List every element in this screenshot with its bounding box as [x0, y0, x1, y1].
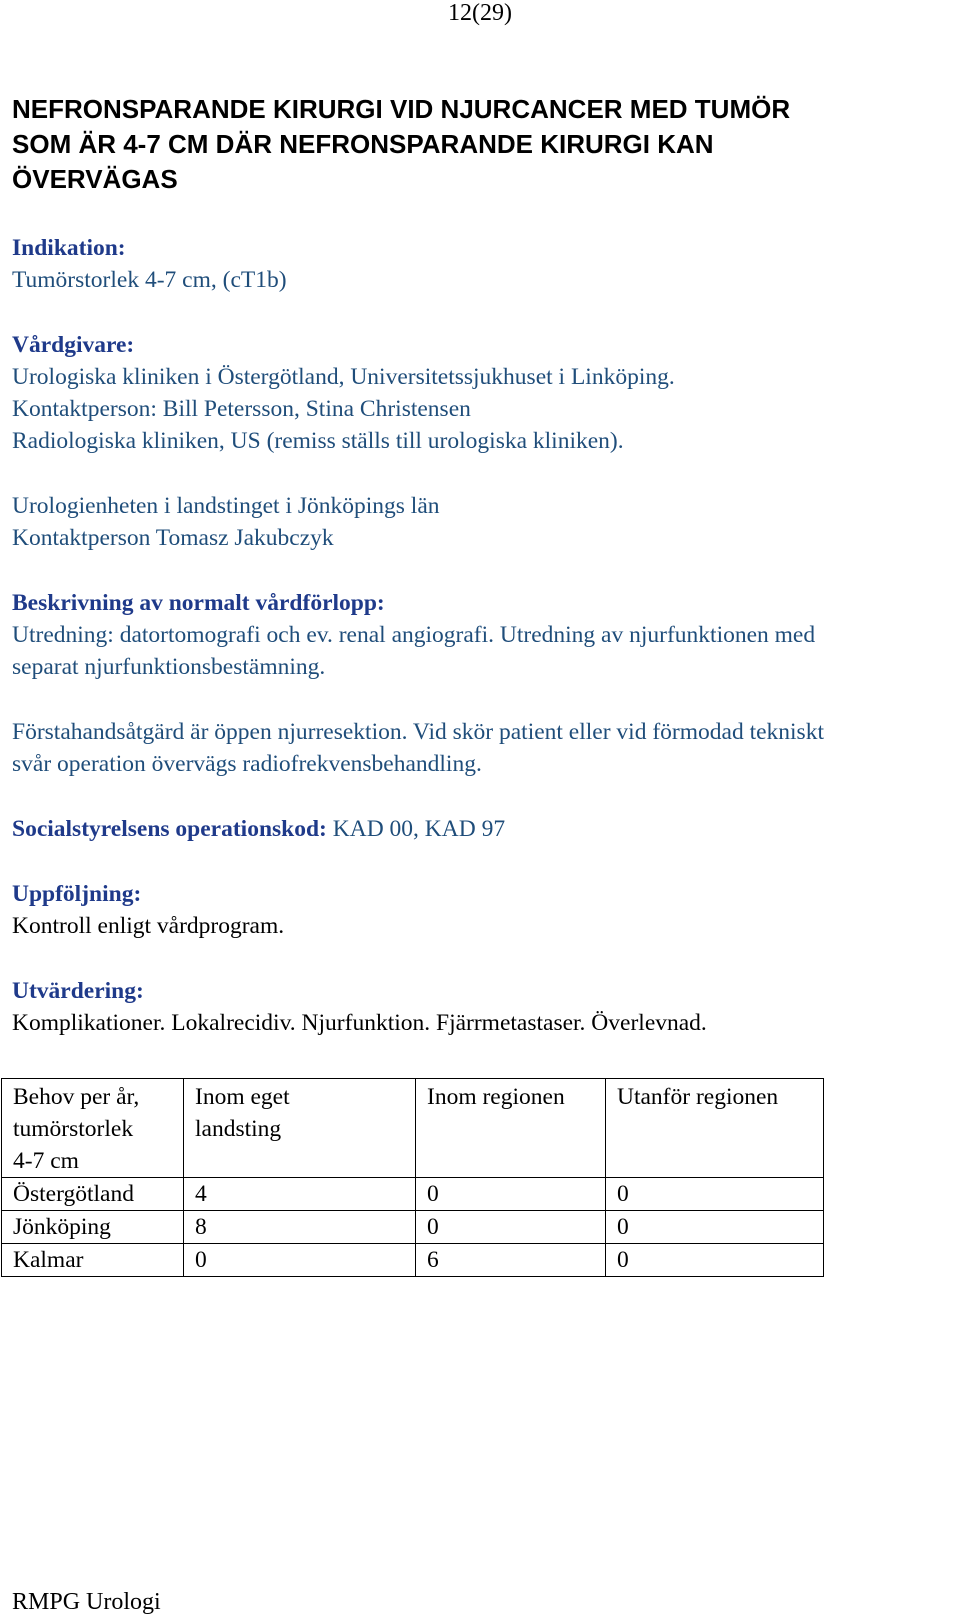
table-cell-region: Jönköping — [2, 1211, 184, 1244]
section-text: Urologiska kliniken i Östergötland, Universitetssjukhuset i Linköping. — [12, 364, 675, 390]
table-cell-region: Kalmar — [2, 1244, 184, 1277]
section-jonkoping — [12, 490, 947, 554]
header-line: 4-7 cm — [13, 1148, 79, 1174]
title-line: ÖVERVÄGAS — [12, 164, 178, 194]
table-header-cell — [184, 1079, 416, 1178]
section-text: Förstahandsåtgärd är öppen njurresektion. Vid skör patient eller vid förmodad tekniskt — [12, 719, 824, 745]
section-atgard — [12, 716, 947, 780]
header-line: Behov per år, — [13, 1084, 140, 1110]
section-heading: Vårdgivare: — [12, 332, 135, 358]
table-cell: 8 — [184, 1211, 416, 1244]
table-cell: 0 — [416, 1178, 606, 1211]
table-header-cell — [2, 1079, 184, 1178]
table-cell: 6 — [416, 1244, 606, 1277]
footer-text: RMPG Urologi — [12, 1589, 161, 1615]
table-cell: 0 — [606, 1244, 824, 1277]
section-text: svår operation övervägs radiofrekvensbehandling. — [12, 751, 482, 777]
section-heading: Indikation: — [12, 235, 126, 261]
section-text: Kontroll enligt vårdprogram. — [12, 913, 285, 939]
table-header-cell — [606, 1079, 824, 1178]
table-cell-region: Östergötland — [2, 1178, 184, 1211]
table-cell: 4 — [184, 1178, 416, 1211]
header-line: Inom eget — [195, 1084, 290, 1110]
section-text: Radiologiska kliniken, US (remiss ställs till urologiska kliniken). — [12, 428, 624, 454]
section-text: Komplikationer. Lokalrecidiv. Njurfunktion. Fjärrmetastaser. Överlevnad. — [12, 1010, 707, 1036]
document-body — [12, 232, 947, 1072]
section-indikation — [12, 232, 947, 296]
section-vardgivare — [12, 329, 947, 457]
section-uppfoljning — [12, 878, 947, 942]
header-line: landsting — [195, 1116, 282, 1142]
section-heading: Beskrivning av normalt vårdförlopp: — [12, 590, 385, 616]
section-text — [12, 813, 947, 845]
section-heading: Uppföljning: — [12, 881, 142, 907]
section-text: Kontaktperson Tomasz Jakubczyk — [12, 525, 334, 551]
table-cell: 0 — [416, 1211, 606, 1244]
section-operationskod — [12, 813, 947, 845]
section-text: Utredning: datortomografi och ev. renal angiografi. Utredning av njurfunktionen med — [12, 622, 816, 648]
section-heading: Utvärdering: — [12, 978, 144, 1004]
title-line: SOM ÄR 4-7 CM DÄR NEFRONSPARANDE KIRURGI KAN — [12, 129, 714, 159]
section-utvardering — [12, 975, 947, 1039]
section-beskrivning — [12, 587, 947, 683]
document-title — [12, 92, 932, 197]
demand-table — [1, 1078, 824, 1277]
table-row — [2, 1244, 824, 1277]
table-row — [2, 1178, 824, 1211]
section-text: Tumörstorlek 4-7 cm, (cT1b) — [12, 267, 287, 293]
header-line: tumörstorlek — [13, 1116, 134, 1142]
section-text: Kontaktperson: Bill Petersson, Stina Christensen — [12, 396, 471, 422]
table-header-row — [2, 1079, 824, 1178]
operation-codes: KAD 00, KAD 97 — [326, 816, 506, 842]
section-text: Urologienheten i landstinget i Jönköpings län — [12, 493, 440, 519]
title-line: NEFRONSPARANDE KIRURGI VID NJURCANCER MED TUMÖR — [12, 94, 791, 124]
table-header-cell — [416, 1079, 606, 1178]
table-cell: 0 — [606, 1211, 824, 1244]
table-cell: 0 — [184, 1244, 416, 1277]
section-text: separat njurfunktionsbestämning. — [12, 654, 326, 680]
page-number: 12(29) — [448, 0, 512, 26]
table-cell: 0 — [606, 1178, 824, 1211]
header-line: Utanför regionen — [617, 1084, 779, 1110]
header-line: Inom regionen — [427, 1084, 565, 1110]
section-heading: Socialstyrelsens operationskod: — [12, 816, 327, 842]
table-row — [2, 1211, 824, 1244]
